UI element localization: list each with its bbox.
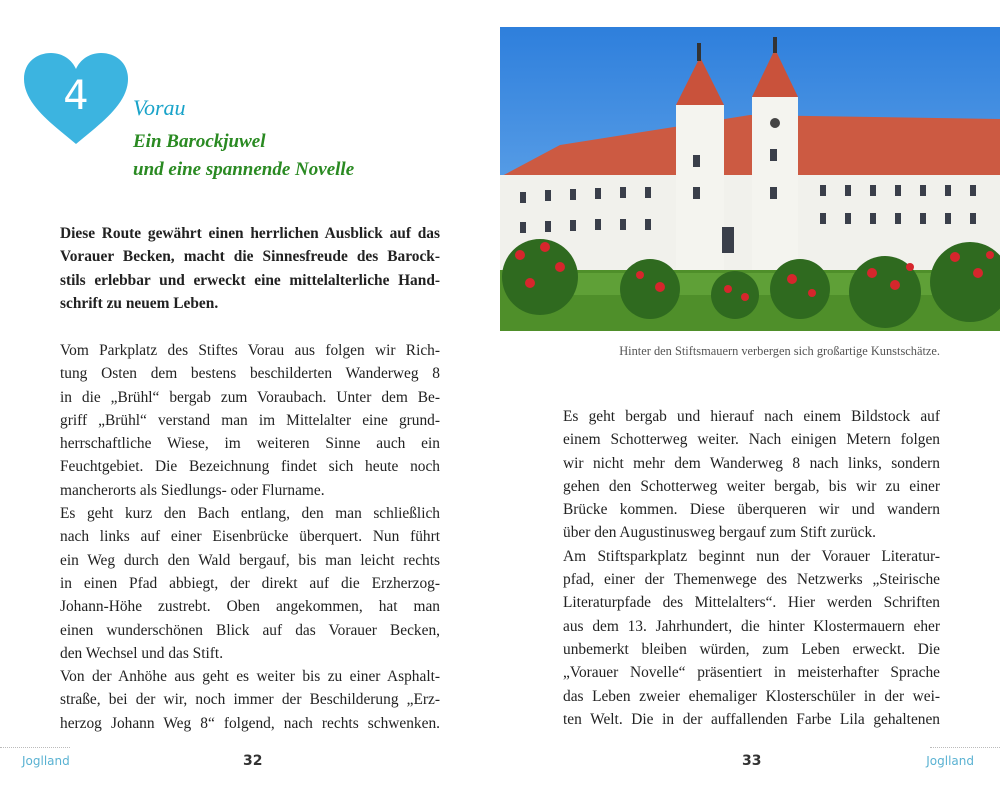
text-line: Von der Anhöhe aus geht es weiter bis zu einer Asphalt- [60, 668, 440, 686]
text-line: in die „Brühl“ bergab zum Voraubach. Unter dem Be- [60, 388, 440, 406]
subtitle-line: und eine spannende Novelle [133, 159, 355, 180]
text-line: Brücke kommen. Diese überqueren wir und wandern [563, 501, 940, 519]
text-line: unbemerkt bleiben würden, zum Leben erweckt. Die [563, 640, 940, 658]
text-line: über den Augustinusweg bergauf zum Stift zurück. [563, 524, 877, 542]
abbey-photo [500, 27, 1000, 331]
text-line: Literaturpfade des Mittelalters“. Hier werden Schriften [563, 594, 940, 612]
text-line: Es geht bergab und hierauf nach einem Bildstock auf [563, 408, 940, 425]
footer-divider [0, 747, 70, 748]
text-line: wir nicht mehr dem Wanderweg 8 nach links, sondern [563, 454, 940, 472]
photo-caption: Hinter den Stiftsmauern verbergen sich großartige Kunstschätze. [619, 344, 940, 358]
text-line: in einen Pfad abbiegt, der direkt auf die Erzherzog- [60, 574, 440, 592]
route-title: Vorau [133, 95, 186, 120]
text-line: Feuchtgebiet. Die Bezeichnung findet sich heute noch [60, 458, 440, 476]
text-line: Es geht kurz den Bach entlang, den man schließlich [60, 505, 440, 523]
heart-badge [22, 52, 130, 146]
lead-paragraph [60, 222, 440, 315]
text-line: Am Stiftsparkplatz beginnt nun der Vorauer Literatur- [563, 547, 940, 565]
text-line: ein Weg durch den Wald bergauf, bis man leicht rechts [60, 551, 440, 569]
lead-line: stils erlebbar und erweckt eine mittelalterliche Hand- [60, 271, 440, 289]
route-subtitle [133, 128, 354, 184]
text-line: nach links auf einer Eisenbrücke überquert. Nun führt [60, 528, 440, 546]
footer-region-label: Joglland [926, 754, 974, 768]
body-text-right [563, 405, 940, 731]
footer-region-label: Joglland [22, 754, 70, 768]
text-line: gehen den Schotterweg weiter bergab, bis wir zu einer [563, 477, 940, 495]
lead-line: schrift zu neuem Leben. [60, 294, 219, 312]
text-line: herrschaftliche Wiese, im weiteren Sinne auch ein [60, 435, 440, 453]
text-line: „Vorauer Novelle“ präsentiert in meisterhafter Sprache [563, 664, 940, 682]
lead-line: Diese Route gewährt einen herrlichen Ausblick auf das [60, 225, 440, 242]
page-number-right: 33 [742, 753, 762, 769]
text-line: ten Welt. Die in der auffallenden Farbe Lila gehaltenen [563, 710, 940, 728]
text-line: herzog Johann Weg 8“ folgend, nach rechts schwenken. [60, 714, 440, 732]
text-line: tung Osten dem bestens beschilderten Wanderweg 8 [60, 365, 440, 383]
text-line: Vom Parkplatz des Stiftes Vorau aus folgen wir Rich- [60, 342, 440, 359]
text-line: einem Schotterweg weiter. Nach einigen Metern folgen [563, 431, 940, 449]
text-line: einen wunderschönen Blick auf das Vorauer Becken, [60, 621, 440, 639]
page-number-left: 32 [243, 753, 263, 769]
body-text-left [60, 339, 440, 735]
text-line: aus dem 13. Jahrhundert, die hinter Klostermauern eher [563, 617, 940, 635]
text-line: griff „Brühl“ verstand man im Mittelalter eine grund- [60, 411, 440, 429]
abbey-illustration [500, 27, 1000, 331]
route-number: 4 [63, 73, 89, 119]
subtitle-line: Ein Barockjuwel [133, 131, 266, 152]
footer-divider [930, 747, 1000, 748]
text-line: pfad, einer der Themenwege des Netzwerks „Steirische [563, 571, 940, 589]
text-line: das Leben zweier ehemaliger Klosterschüler in der wei- [563, 687, 940, 705]
text-line: mancherorts als Siedlungs- oder Flurname. [60, 481, 325, 499]
text-line: straße, bei der wir, noch immer der Beschilderung „Erz- [60, 691, 440, 709]
text-line: den Wechsel und das Stift. [60, 644, 224, 662]
lead-line: Vorauer Becken, macht die Sinnesfreude des Barock- [60, 248, 440, 266]
text-line: Johann-Höhe zustrebt. Oben angekommen, hat man [60, 598, 440, 616]
